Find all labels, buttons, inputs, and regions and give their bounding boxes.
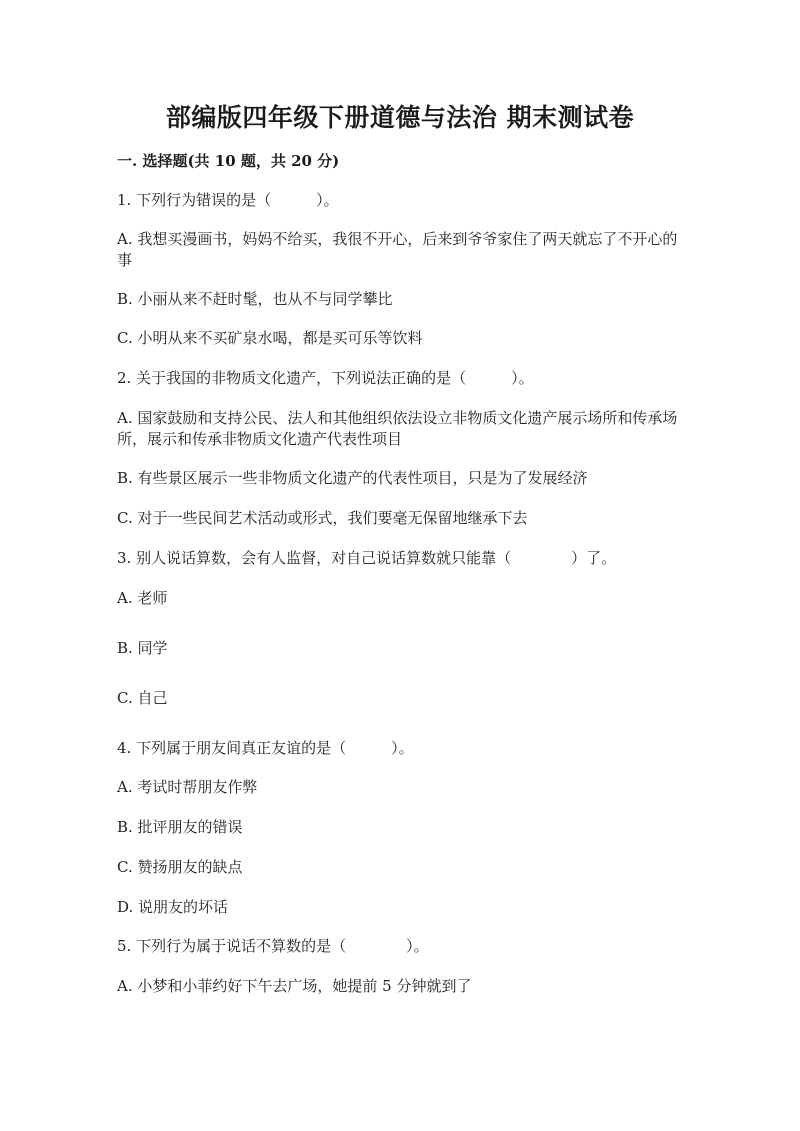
option-2b: B. 有些景区展示一些非物质文化遗产的代表性项目，只是为了发展经济 bbox=[117, 469, 588, 487]
option-2a: A. 国家鼓励和支持公民、法人和其他组织依法设立非物质文化遗产展示场所和传承场所，展示和传承非物质文化遗产代表性项目 bbox=[117, 409, 678, 448]
option-1a: A. 我想买漫画书，妈妈不给买，我很不开心，后来到爷爷家住了两天就忘了不开心的事 bbox=[117, 230, 678, 269]
question-stem-2: 2. 关于我国的非物质文化遗产，下列说法正确的是（ ）。 bbox=[117, 369, 534, 387]
option-4a: A. 考试时帮朋友作弊 bbox=[117, 778, 258, 796]
question-stem-4: 4. 下列属于朋友间真正友谊的是（ ）。 bbox=[117, 739, 414, 757]
option-1c: C. 小明从来不买矿泉水喝，都是买可乐等饮料 bbox=[117, 329, 423, 347]
option-3c: C. 自己 bbox=[117, 689, 168, 707]
question-stem-1: 1. 下列行为错误的是（ ）。 bbox=[117, 191, 339, 209]
section-heading: 一. 选择题(共 10 题，共 20 分) bbox=[117, 152, 340, 170]
option-4d: D. 说朋友的坏话 bbox=[117, 898, 229, 916]
question-stem-3: 3. 别人说话算数，会有人监督，对自己说话算数就只能靠（ ）了。 bbox=[117, 549, 617, 567]
option-2c: C. 对于一些民间艺术活动或形式，我们要毫无保留地继承下去 bbox=[117, 509, 528, 527]
question-stem-5: 5. 下列行为属于说话不算数的是（ ）。 bbox=[117, 937, 429, 955]
page-title: 部编版四年级下册道德与法治 期末测试卷 bbox=[165, 103, 635, 132]
option-4b: B. 批评朋友的错误 bbox=[117, 818, 243, 836]
option-1b: B. 小丽从来不赶时髦，也从不与同学攀比 bbox=[117, 290, 393, 308]
option-3a: A. 老师 bbox=[117, 589, 168, 607]
option-4c: C. 赞扬朋友的缺点 bbox=[117, 858, 243, 876]
option-5a: A. 小梦和小菲约好下午去广场，她提前 5 分钟就到了 bbox=[117, 977, 472, 995]
option-3b: B. 同学 bbox=[117, 639, 168, 657]
